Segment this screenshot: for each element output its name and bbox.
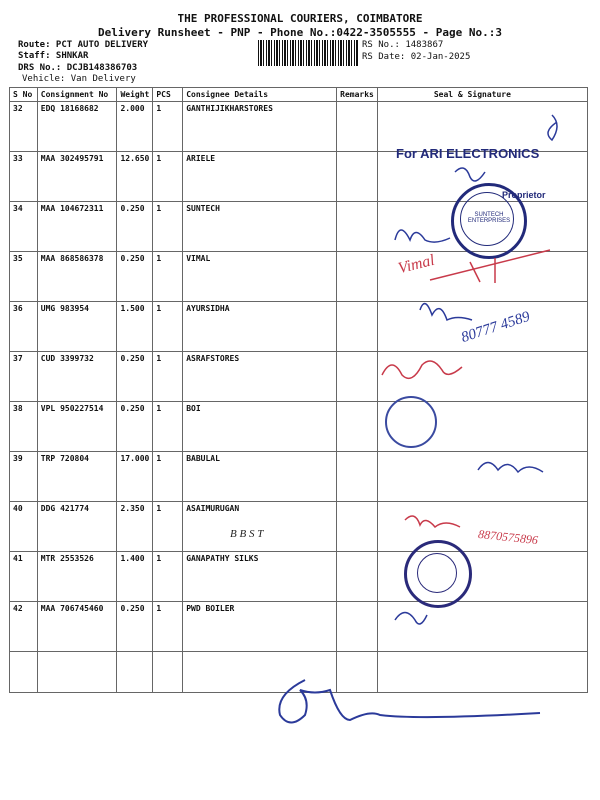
- signature-37: [382, 361, 462, 378]
- cell-consignment: CUD 3399732: [37, 352, 117, 402]
- cell-pcs: 1: [153, 502, 183, 552]
- cell-consignee: ASRAFSTORES: [183, 352, 337, 402]
- signature-36: [420, 304, 472, 320]
- cell-consignment: TRP 720804: [37, 452, 117, 502]
- cell-consignee: GANAPATHY SILKS: [183, 552, 337, 602]
- cell-consignee: GANTHIJIKHARSTORES: [183, 102, 337, 152]
- note-bb-st: B B S T: [230, 528, 264, 540]
- cell-pcs: 1: [153, 352, 183, 402]
- note-phone-36: 80777 4589: [459, 308, 533, 346]
- cell-consignment: UMG 983954: [37, 302, 117, 352]
- cell-sno: 37: [10, 352, 38, 402]
- cell-sno: 34: [10, 202, 38, 252]
- cell-consignment: MAA 706745460: [37, 602, 117, 652]
- cell-pcs: 1: [153, 152, 183, 202]
- cell-sno: 32: [10, 102, 38, 152]
- drs-number: DRS No.: DCJB148386703: [18, 63, 138, 73]
- cell-weight: 1.500: [117, 302, 153, 352]
- cell-pcs: 1: [153, 102, 183, 152]
- cell-weight: 1.400: [117, 552, 153, 602]
- cell-pcs: 1: [153, 252, 183, 302]
- signature-vimal: Vimal: [396, 251, 437, 278]
- cell-pcs: 1: [153, 302, 183, 352]
- vehicle-info: Vehicle: Van Delivery: [22, 74, 136, 84]
- cell-weight: 2.000: [117, 102, 153, 152]
- signature-34: [395, 230, 450, 242]
- cell-consignee: ASAIMURUGAN: [183, 502, 337, 552]
- cell-pcs: 1: [153, 602, 183, 652]
- col-consignment: Consignment No: [37, 88, 117, 102]
- signature-33: [455, 168, 485, 181]
- suntech-stamp-text: SUNTECH ENTERPRISES: [467, 212, 511, 224]
- company-title: THE PROFESSIONAL COURIERS, COIMBATORE: [177, 12, 423, 25]
- ari-electronics-stamp: For ARI ELECTRONICS: [396, 146, 540, 161]
- cell-sno: 40: [10, 502, 38, 552]
- cell-sno: 38: [10, 402, 38, 452]
- route-info: Route: PCT AUTO DELIVERY: [18, 40, 149, 50]
- cell-weight: 0.250: [117, 352, 153, 402]
- cell-weight: 0.250: [117, 402, 153, 452]
- cell-pcs: 1: [153, 452, 183, 502]
- rs-number: RS No.: 1483867: [362, 40, 444, 50]
- runsheet-subtitle: Delivery Runsheet - PNP - Phone No.:0422-3505555 - Page No.:3: [98, 26, 502, 39]
- signature-32: [548, 115, 557, 140]
- cell-sno: 33: [10, 152, 38, 202]
- cell-sno: 42: [10, 602, 38, 652]
- cell-consignment: MTR 2553526: [37, 552, 117, 602]
- col-sno: S No: [10, 88, 38, 102]
- cell-consignment: VPL 950227514: [37, 402, 117, 452]
- cell-weight: 0.250: [117, 202, 153, 252]
- cell-sno: 41: [10, 552, 38, 602]
- cell-weight: 12.650: [117, 152, 153, 202]
- col-remarks: Remarks: [337, 88, 378, 102]
- cell-pcs: 1: [153, 552, 183, 602]
- cell-pcs: 1: [153, 202, 183, 252]
- staff-info: Staff: SHNKAR: [18, 51, 89, 61]
- cell-sno: 39: [10, 452, 38, 502]
- cell-consignment: MAA 868586378: [37, 252, 117, 302]
- cell-consignment: DDG 421774: [37, 502, 117, 552]
- note-phone-40: 8870575896: [477, 526, 539, 548]
- signature-42: [395, 613, 427, 625]
- cell-consignee: BABULAL: [183, 452, 337, 502]
- cell-weight: 0.250: [117, 602, 153, 652]
- cell-consignment: MAA 104672311: [37, 202, 117, 252]
- col-pcs: PCS: [153, 88, 183, 102]
- col-seal: Seal & Signature: [377, 88, 587, 102]
- signature-39: [478, 463, 543, 473]
- col-consignee: Consignee Details: [183, 88, 337, 102]
- col-weight: Weight: [117, 88, 153, 102]
- cell-consignment: EDQ 18168682: [37, 102, 117, 152]
- staff-signature: [279, 680, 540, 723]
- cell-consignee: AYURSIDHA: [183, 302, 337, 352]
- cell-sno: 36: [10, 302, 38, 352]
- signature-40: [405, 516, 460, 527]
- rs-date: RS Date: 02-Jan-2025: [362, 52, 471, 62]
- cell-weight: 0.250: [117, 252, 153, 302]
- cell-consignment: MAA 302495791: [37, 152, 117, 202]
- cell-consignee: ARIELE: [183, 152, 337, 202]
- cell-pcs: 1: [153, 402, 183, 452]
- cell-sno: 35: [10, 252, 38, 302]
- cell-consignee: SUNTECH: [183, 202, 337, 252]
- signature-35-date: [430, 250, 550, 283]
- cell-weight: 2.350: [117, 502, 153, 552]
- cell-weight: 17.000: [117, 452, 153, 502]
- cell-consignee: VIMAL: [183, 252, 337, 302]
- proprietor-label: Proprietor: [502, 190, 546, 200]
- cell-consignee: PWD BOILER: [183, 602, 337, 652]
- cell-consignee: BOI: [183, 402, 337, 452]
